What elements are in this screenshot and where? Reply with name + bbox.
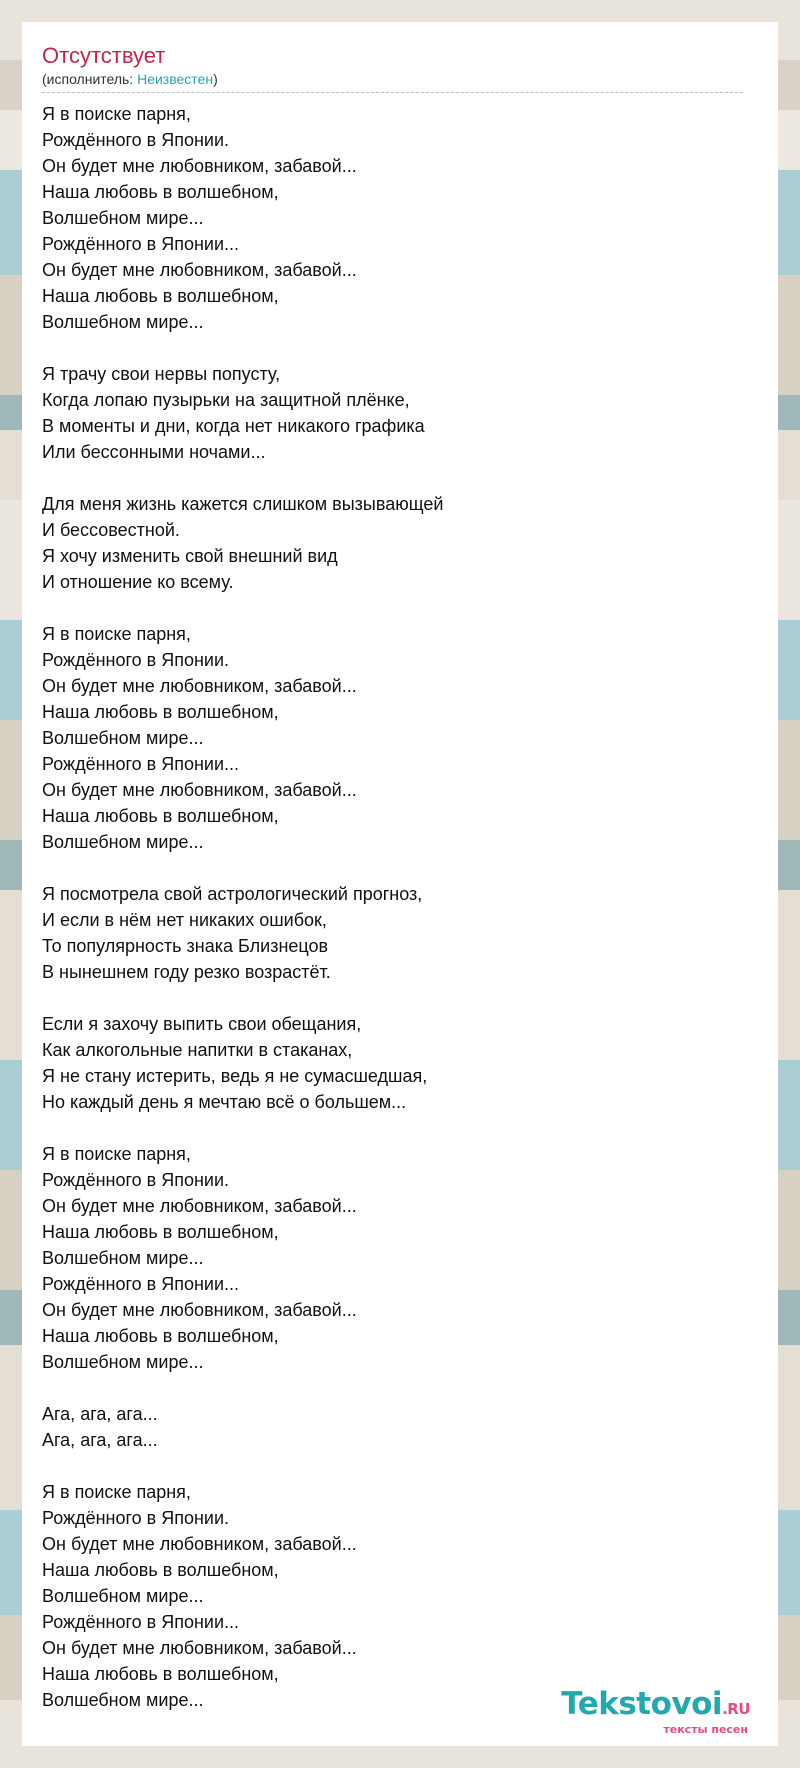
- lyrics-line: Наша любовь в волшебном,: [42, 1560, 279, 1580]
- lyrics-line: Волшебном мире...: [42, 832, 204, 852]
- lyrics-line: Ага, ага, ага...: [42, 1430, 158, 1450]
- lyrics-line: То популярность знака Близнецов: [42, 936, 329, 956]
- artist-line: [42, 70, 743, 93]
- lyrics-line: Он будет мне любовником, забавой...: [42, 1196, 357, 1216]
- lyrics-line: Он будет мне любовником, забавой...: [42, 260, 357, 280]
- lyrics-line: Он будет мне любовником, забавой...: [42, 1300, 357, 1320]
- lyrics-line: Наша любовь в волшебном,: [42, 1664, 279, 1684]
- lyrics-line: Он будет мне любовником, забавой...: [42, 156, 357, 176]
- lyrics-line: В моменты и дни, когда нет никакого графика: [42, 416, 425, 436]
- logo-wordmark: [561, 1687, 750, 1726]
- lyrics-line: Волшебном мире...: [42, 1352, 204, 1372]
- lyrics-line: И отношение ко всему.: [42, 572, 234, 592]
- logo-main-text: Tekstovoi: [561, 1686, 723, 1722]
- lyrics-line: Я не стану истерить, ведь я не сумасшедшая,: [42, 1066, 428, 1086]
- lyrics-line: Как алкогольные напитки в стаканах,: [42, 1040, 353, 1060]
- lyrics-stanza: [42, 1479, 758, 1713]
- lyrics-line: Волшебном мире...: [42, 1586, 204, 1606]
- lyrics-line: Волшебном мире...: [42, 728, 204, 748]
- lyrics-line: Или бессонными ночами...: [42, 442, 266, 462]
- lyrics-line: Волшебном мире...: [42, 208, 204, 228]
- lyrics-stanza: [42, 101, 758, 335]
- logo-tagline: тексты песен: [663, 1723, 748, 1736]
- lyrics-line: Для меня жизнь кажется слишком вызывающей: [42, 494, 444, 514]
- lyrics-line: Я в поиске парня,: [42, 1144, 191, 1164]
- lyrics-line: Рождённого в Японии.: [42, 650, 230, 670]
- lyrics-stanza: [42, 1011, 758, 1115]
- site-logo[interactable]: [561, 1687, 750, 1736]
- lyrics-stanza: [42, 1401, 758, 1453]
- lyrics-line: Я посмотрела свой астрологический прогноз,: [42, 884, 423, 904]
- lyrics-line: Я трачу свои нервы попусту,: [42, 364, 281, 384]
- lyrics-line: Рождённого в Японии.: [42, 130, 230, 150]
- lyrics-line: Наша любовь в волшебном,: [42, 702, 279, 722]
- lyrics-line: И если в нём нет никаких ошибок,: [42, 910, 327, 930]
- lyrics-text: [42, 101, 758, 1713]
- lyrics-line: Рождённого в Японии...: [42, 234, 240, 254]
- logo-tld: .RU: [722, 1700, 750, 1718]
- lyrics-line: Он будет мне любовником, забавой...: [42, 1638, 357, 1658]
- lyrics-line: Рождённого в Японии...: [42, 1274, 240, 1294]
- lyrics-line: Рождённого в Японии...: [42, 1612, 240, 1632]
- lyrics-line: Волшебном мире...: [42, 1248, 204, 1268]
- lyrics-line: Ага, ага, ага...: [42, 1404, 158, 1424]
- artist-suffix: ): [213, 71, 218, 87]
- lyrics-line: Наша любовь в волшебном,: [42, 1222, 279, 1242]
- lyrics-line: Я хочу изменить свой внешний вид: [42, 546, 338, 566]
- lyrics-line: Я в поиске парня,: [42, 104, 191, 124]
- lyrics-stanza: [42, 491, 758, 595]
- lyrics-line: Я в поиске парня,: [42, 1482, 191, 1502]
- lyrics-line: Волшебном мире...: [42, 312, 204, 332]
- lyrics-line: Но каждый день я мечтаю всё о большем...: [42, 1092, 407, 1112]
- lyrics-line: Рождённого в Японии...: [42, 754, 240, 774]
- lyrics-stanza: [42, 361, 758, 465]
- lyrics-stanza: [42, 881, 758, 985]
- lyrics-line: Когда лопаю пузырьки на защитной плёнке,: [42, 390, 410, 410]
- lyrics-line: Он будет мне любовником, забавой...: [42, 676, 357, 696]
- lyrics-stanza: [42, 1141, 758, 1375]
- lyrics-line: Рождённого в Японии.: [42, 1170, 230, 1190]
- lyrics-line: Наша любовь в волшебном,: [42, 806, 279, 826]
- lyrics-line: Рождённого в Японии.: [42, 1508, 230, 1528]
- lyrics-line: Волшебном мире...: [42, 1690, 204, 1710]
- lyrics-line: И бессовестной.: [42, 520, 180, 540]
- lyrics-line: Он будет мне любовником, забавой...: [42, 1534, 357, 1554]
- lyrics-line: Наша любовь в волшебном,: [42, 182, 279, 202]
- lyrics-line: Если я захочу выпить свои обещания,: [42, 1014, 362, 1034]
- lyrics-line: Наша любовь в волшебном,: [42, 1326, 279, 1346]
- song-title: Отсутствует: [42, 43, 166, 68]
- lyrics-line: Он будет мне любовником, забавой...: [42, 780, 357, 800]
- lyrics-panel: [22, 22, 778, 1746]
- artist-prefix: (исполнитель:: [42, 71, 138, 87]
- lyrics-line: Я в поиске парня,: [42, 624, 191, 644]
- lyrics-line: В нынешнем году резко возрастёт.: [42, 962, 331, 982]
- lyrics-stanza: [42, 621, 758, 855]
- artist-link[interactable]: Неизвестен: [137, 71, 214, 87]
- lyrics-line: Наша любовь в волшебном,: [42, 286, 279, 306]
